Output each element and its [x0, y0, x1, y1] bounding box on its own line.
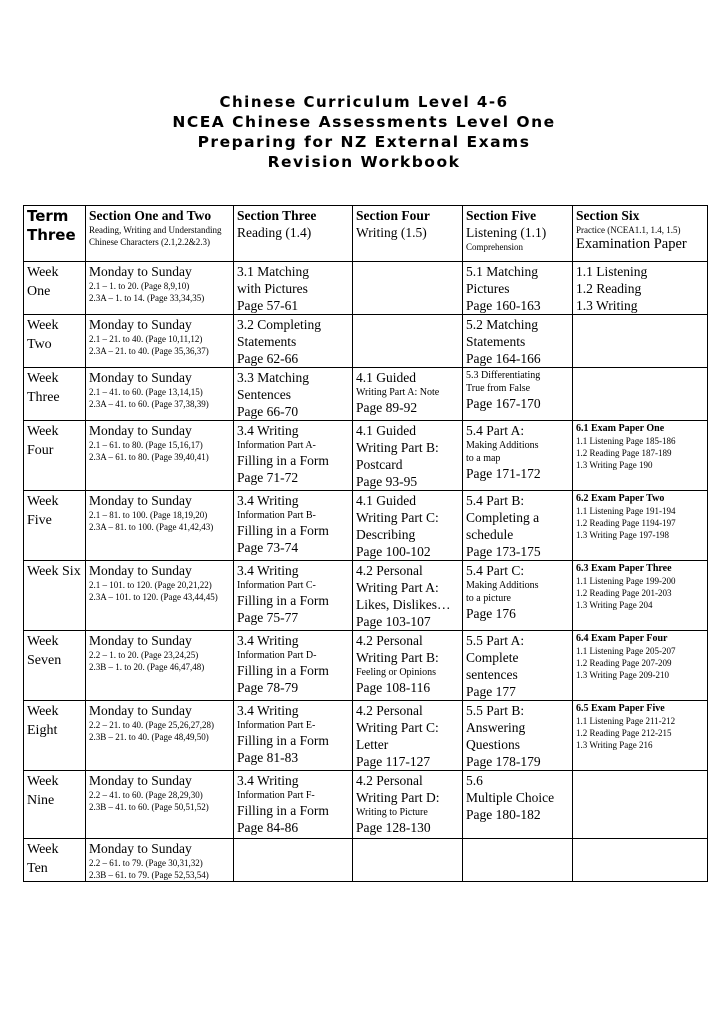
cell-line: 1.1 Listening Page 191-194	[576, 506, 676, 516]
cell-line: 3.2 Completing	[237, 317, 321, 332]
cell-c4	[353, 561, 463, 631]
cell-line: 5.5 Part B:	[466, 703, 525, 718]
cell-line: 4.2 Personal	[356, 773, 423, 788]
cell-c1	[86, 701, 234, 771]
cell-line: Statements	[466, 334, 526, 349]
cell-c1	[86, 315, 234, 368]
cell-line: 3.1 Matching	[237, 264, 309, 279]
cell-line: Writing Part B:	[356, 650, 439, 665]
cell-line: 1.2 Reading Page 1194-197	[576, 518, 676, 528]
cell-line: Page 167-170	[466, 396, 541, 411]
cell-line: schedule	[466, 527, 514, 542]
section-five-title: Section Five	[466, 208, 537, 223]
table-row	[24, 701, 708, 771]
cell-c6	[573, 315, 708, 368]
cell-line: Page 57-61	[237, 298, 299, 313]
cell-line: Making Additions	[466, 440, 539, 451]
cell-c3	[234, 771, 353, 839]
cell-line: 1.1 Listening	[576, 264, 648, 279]
week-label: Week Nine	[24, 771, 86, 839]
cell-line: Page 93-95	[356, 474, 418, 489]
cell-line: 6.4 Exam Paper Four	[576, 633, 668, 644]
cell-c6	[573, 631, 708, 701]
cell-line: 2.1 – 21. to 40. (Page 10,11,12)	[89, 334, 203, 344]
cell-line: 2.1 – 101. to 120. (Page 20,21,22)	[89, 580, 212, 590]
section-four-header	[353, 206, 463, 262]
cell-line: Page 100-102	[356, 544, 431, 559]
cell-line: sentences	[466, 667, 518, 682]
table-header-row	[24, 206, 708, 262]
cell-line: 1.3 Writing Page 197-198	[576, 530, 669, 540]
cell-c4	[353, 262, 463, 315]
cell-line: Monday to Sunday	[89, 264, 192, 279]
cell-c5	[463, 315, 573, 368]
cell-line: Page 66-70	[237, 404, 299, 419]
cell-line: Page 75-77	[237, 610, 299, 625]
cell-line: 1.1 Listening Page 185-186	[576, 436, 676, 446]
cell-line: Likes, Dislikes…	[356, 597, 451, 612]
cell-line: Pictures	[466, 281, 510, 296]
cell-line: 1.3 Writing Page 204	[576, 600, 653, 610]
week-label: Week Four	[24, 421, 86, 491]
cell-line: 1.3 Writing Page 209-210	[576, 670, 669, 680]
cell-line: Feeling or Opinions	[356, 667, 436, 678]
cell-line: 1.2 Reading Page 201-203	[576, 588, 672, 598]
cell-line: Information Part F-	[237, 790, 315, 801]
cell-line: True from False	[466, 383, 531, 394]
cell-line: 5.5 Part A:	[466, 633, 525, 648]
cell-line: Page 103-107	[356, 614, 431, 629]
cell-line: Information Part E-	[237, 720, 316, 731]
cell-line: 2.3A – 81. to 100. (Page 41,42,43)	[89, 522, 214, 532]
cell-line: Filling in a Form	[237, 733, 329, 748]
cell-line: Completing a	[466, 510, 540, 525]
week-label: Week Seven	[24, 631, 86, 701]
week-label: Week Three	[24, 368, 86, 421]
cell-line: Page 78-79	[237, 680, 299, 695]
cell-c3	[234, 315, 353, 368]
section-six-sub2: Examination Paper	[576, 236, 687, 252]
section-five-header	[463, 206, 573, 262]
cell-line: Monday to Sunday	[89, 370, 192, 385]
cell-line: Page 117-127	[356, 754, 431, 769]
cell-c3	[234, 421, 353, 491]
cell-c3	[234, 491, 353, 561]
cell-line: 3.4 Writing	[237, 493, 299, 508]
section-six-header	[573, 206, 708, 262]
cell-line: 4.1 Guided	[356, 493, 416, 508]
cell-line: Writing Part C:	[356, 510, 439, 525]
cell-c5	[463, 561, 573, 631]
section-five-sub: Listening (1.1)	[466, 225, 547, 240]
cell-line: Monday to Sunday	[89, 317, 192, 332]
cell-line: Monday to Sunday	[89, 633, 192, 648]
title-line-4: Revision Workbook	[267, 153, 461, 171]
cell-c3	[234, 631, 353, 701]
cell-line: 2.2 – 41. to 60. (Page 28,29,30)	[89, 790, 203, 800]
cell-line: Monday to Sunday	[89, 493, 192, 508]
cell-c1	[86, 491, 234, 561]
cell-c4	[353, 421, 463, 491]
cell-line: Writing to Picture	[356, 807, 428, 818]
cell-c4	[353, 491, 463, 561]
cell-c3	[234, 561, 353, 631]
table-row	[24, 315, 708, 368]
cell-line: Making Additions	[466, 580, 539, 591]
cell-line: 2.3A – 21. to 40. (Page 35,36,37)	[89, 346, 209, 356]
cell-line: to a map	[466, 453, 501, 464]
schedule-table	[23, 205, 708, 882]
cell-line: Multiple Choice	[466, 790, 555, 805]
cell-line: 6.2 Exam Paper Two	[576, 493, 665, 504]
section-six-sub: Practice (NCEA1.1, 1.4, 1.5)	[576, 225, 681, 235]
cell-line: 1.3 Writing Page 216	[576, 740, 653, 750]
table-row	[24, 262, 708, 315]
cell-line: Complete	[466, 650, 519, 665]
cell-line: Writing Part C:	[356, 720, 439, 735]
cell-line: 1.1 Listening Page 199-200	[576, 576, 676, 586]
cell-line: 5.6	[466, 773, 483, 788]
cell-line: 2.3B – 1. to 20. (Page 46,47,48)	[89, 662, 205, 672]
cell-line: 6.1 Exam Paper One	[576, 423, 665, 434]
cell-line: 2.3A – 41. to 60. (Page 37,38,39)	[89, 399, 209, 409]
cell-c6	[573, 839, 708, 882]
table-row	[24, 839, 708, 882]
term-header: Term Three	[24, 206, 86, 262]
cell-line: Postcard	[356, 457, 403, 472]
cell-c5	[463, 421, 573, 491]
cell-c4	[353, 839, 463, 882]
cell-c5	[463, 491, 573, 561]
cell-line: 6.3 Exam Paper Three	[576, 563, 672, 574]
week-label: Week Two	[24, 315, 86, 368]
cell-c4	[353, 771, 463, 839]
cell-c3	[234, 701, 353, 771]
cell-c4	[353, 701, 463, 771]
cell-line: Information Part D-	[237, 650, 317, 661]
cell-line: Page 164-166	[466, 351, 541, 366]
cell-line: Monday to Sunday	[89, 423, 192, 438]
section-four-sub: Writing (1.5)	[356, 225, 427, 240]
cell-c6	[573, 771, 708, 839]
cell-line: to a picture	[466, 593, 511, 604]
cell-line: 4.1 Guided	[356, 370, 416, 385]
cell-line: Filling in a Form	[237, 803, 329, 818]
cell-c5	[463, 631, 573, 701]
cell-line: Filling in a Form	[237, 593, 329, 608]
cell-c5	[463, 262, 573, 315]
cell-line: Monday to Sunday	[89, 563, 192, 578]
cell-line: Page 180-182	[466, 807, 541, 822]
cell-line: 1.1 Listening Page 205-207	[576, 646, 676, 656]
cell-line: 5.1 Matching	[466, 264, 538, 279]
cell-line: 2.2 – 1. to 20. (Page 23,24,25)	[89, 650, 199, 660]
table-row	[24, 368, 708, 421]
cell-line: 2.1 – 61. to 80. (Page 15,16,17)	[89, 440, 203, 450]
cell-line: Page 89-92	[356, 400, 418, 415]
title-line-2: NCEA Chinese Assessments Level One	[172, 113, 556, 131]
cell-line: 4.1 Guided	[356, 423, 416, 438]
table-row	[24, 491, 708, 561]
section-five-sub2: Comprehension	[466, 242, 523, 252]
cell-line: Page 177	[466, 684, 516, 699]
section-four-title: Section Four	[356, 208, 430, 223]
cell-line: 5.4 Part B:	[466, 493, 525, 508]
cell-line: Information Part C-	[237, 580, 316, 591]
cell-line: 2.3B – 41. to 60. (Page 50,51,52)	[89, 802, 209, 812]
cell-line: Page 62-66	[237, 351, 299, 366]
cell-line: Sentences	[237, 387, 291, 402]
title-line-3: Preparing for NZ External Exams	[197, 133, 531, 151]
cell-line: Page 71-72	[237, 470, 299, 485]
cell-line: 6.5 Exam Paper Five	[576, 703, 665, 714]
week-label: Week Five	[24, 491, 86, 561]
cell-c3	[234, 368, 353, 421]
cell-line: 2.2 – 21. to 40. (Page 25,26,27,28)	[89, 720, 214, 730]
cell-c5	[463, 771, 573, 839]
table-row	[24, 771, 708, 839]
cell-line: 3.4 Writing	[237, 773, 299, 788]
cell-line: Page 176	[466, 606, 516, 621]
cell-c6	[573, 561, 708, 631]
cell-line: Page 84-86	[237, 820, 299, 835]
cell-line: 2.3A – 61. to 80. (Page 39,40,41)	[89, 452, 209, 462]
cell-line: 2.3B – 61. to 79. (Page 52,53,54)	[89, 870, 209, 880]
cell-c4	[353, 631, 463, 701]
cell-line: 1.2 Reading Page 207-209	[576, 658, 672, 668]
cell-line: Answering	[466, 720, 526, 735]
cell-line: 5.4 Part C:	[466, 563, 525, 578]
cell-c6	[573, 368, 708, 421]
cell-c4	[353, 315, 463, 368]
cell-line: Monday to Sunday	[89, 703, 192, 718]
cell-line: 1.1 Listening Page 211-212	[576, 716, 676, 726]
section-three-sub: Reading (1.4)	[237, 225, 312, 240]
cell-c3	[234, 839, 353, 882]
cell-line: 2.3B – 21. to 40. (Page 48,49,50)	[89, 732, 209, 742]
section-six-title: Section Six	[576, 208, 640, 223]
cell-line: Information Part B-	[237, 510, 316, 521]
section-one-two-sub2: Chinese Characters (2.1,2.2&2.3)	[89, 237, 210, 247]
week-label: Week Ten	[24, 839, 86, 882]
section-three-header	[234, 206, 353, 262]
cell-c6	[573, 491, 708, 561]
week-label: Week Eight	[24, 701, 86, 771]
cell-line: Page 108-116	[356, 680, 431, 695]
cell-line: 2.1 – 1. to 20. (Page 8,9,10)	[89, 281, 190, 291]
week-label: Week Six	[24, 561, 86, 631]
cell-c1	[86, 631, 234, 701]
cell-line: 2.1 – 81. to 100. (Page 18,19,20)	[89, 510, 208, 520]
table-row	[24, 561, 708, 631]
cell-line: 2.3A – 101. to 120. (Page 43,44,45)	[89, 592, 218, 602]
cell-line: Writing Part D:	[356, 790, 440, 805]
cell-line: 1.3 Writing Page 190	[576, 460, 653, 470]
cell-line: 3.4 Writing	[237, 633, 299, 648]
cell-c5	[463, 701, 573, 771]
cell-c1	[86, 421, 234, 491]
table-row	[24, 421, 708, 491]
cell-line: 4.2 Personal	[356, 633, 423, 648]
cell-c6	[573, 701, 708, 771]
cell-line: Questions	[466, 737, 520, 752]
cell-line: 3.4 Writing	[237, 563, 299, 578]
cell-c1	[86, 771, 234, 839]
cell-line: Page 73-74	[237, 540, 299, 555]
cell-line: Writing Part A: Note	[356, 387, 440, 398]
cell-line: 5.4 Part A:	[466, 423, 525, 438]
cell-line: Monday to Sunday	[89, 841, 192, 856]
cell-line: Filling in a Form	[237, 663, 329, 678]
cell-line: Filling in a Form	[237, 453, 329, 468]
cell-line: Filling in a Form	[237, 523, 329, 538]
cell-c6	[573, 421, 708, 491]
cell-line: Writing Part A:	[356, 580, 439, 595]
cell-line: 2.1 – 41. to 60. (Page 13,14,15)	[89, 387, 203, 397]
cell-line: 1.3 Writing	[576, 298, 638, 313]
cell-line: 2.3A – 1. to 14. (Page 33,34,35)	[89, 293, 205, 303]
cell-line: Page 160-163	[466, 298, 541, 313]
week-label: Week One	[24, 262, 86, 315]
cell-line: Letter	[356, 737, 389, 752]
cell-line: with Pictures	[237, 281, 308, 296]
cell-c1	[86, 368, 234, 421]
cell-c3	[234, 262, 353, 315]
cell-line: Page 81-83	[237, 750, 299, 765]
title-line-1: Chinese Curriculum Level 4-6	[219, 93, 509, 111]
section-three-title: Section Three	[237, 208, 317, 223]
cell-line: 2.2 – 61. to 79. (Page 30,31,32)	[89, 858, 203, 868]
cell-c5	[463, 368, 573, 421]
cell-line: Information Part A-	[237, 440, 316, 451]
cell-line: 3.4 Writing	[237, 423, 299, 438]
cell-line: 5.2 Matching	[466, 317, 538, 332]
section-one-two-header	[86, 206, 234, 262]
cell-c4	[353, 368, 463, 421]
cell-line: Describing	[356, 527, 416, 542]
cell-line: 3.4 Writing	[237, 703, 299, 718]
document-title	[0, 92, 728, 172]
cell-line: 1.2 Reading Page 187-189	[576, 448, 672, 458]
cell-line: Page 173-175	[466, 544, 541, 559]
cell-line: 4.2 Personal	[356, 563, 423, 578]
cell-line: Page 128-130	[356, 820, 431, 835]
cell-c1	[86, 561, 234, 631]
section-one-two-title: Section One and Two	[89, 208, 212, 223]
section-one-two-sub: Reading, Writing and Understanding	[89, 225, 222, 235]
cell-c6	[573, 262, 708, 315]
cell-line: 1.2 Reading Page 212-215	[576, 728, 672, 738]
cell-c5	[463, 839, 573, 882]
cell-line: 1.2 Reading	[576, 281, 642, 296]
cell-line: 4.2 Personal	[356, 703, 423, 718]
cell-line: Page 178-179	[466, 754, 541, 769]
cell-c1	[86, 262, 234, 315]
cell-line: 5.3 Differentiating	[466, 370, 541, 381]
cell-line: Monday to Sunday	[89, 773, 192, 788]
table-row	[24, 631, 708, 701]
cell-line: Statements	[237, 334, 297, 349]
cell-line: Page 171-172	[466, 466, 541, 481]
cell-line: 3.3 Matching	[237, 370, 309, 385]
cell-line: Writing Part B:	[356, 440, 439, 455]
cell-c1	[86, 839, 234, 882]
